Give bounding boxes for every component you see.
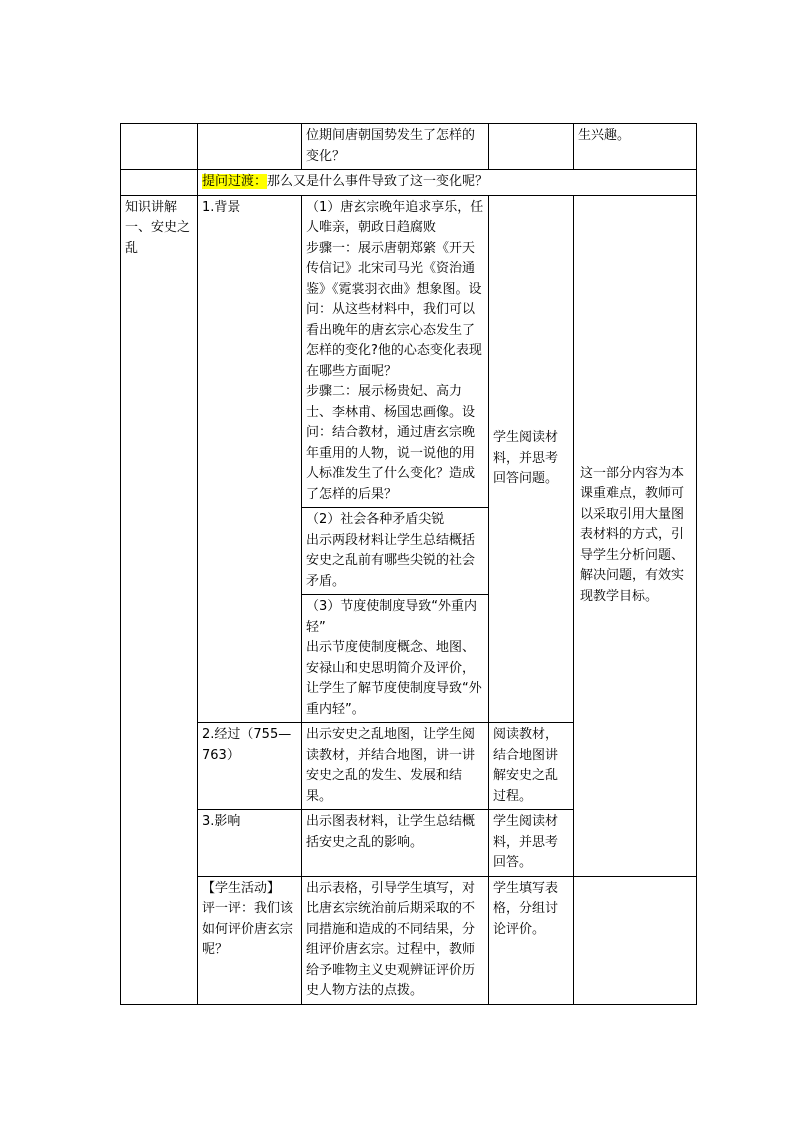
table-row	[121, 170, 697, 196]
cell-prev-teacher: 位期间唐朝国势发生了怎样的变化？	[302, 124, 489, 170]
activity-teacher: 出示表格，引导学生填写，对比唐玄宗统治前后期采取的不同措施和造成的不同结果，分组评价唐玄宗。过程中，教师给予唯物主义史观辨证评价历史人物方法的点拨。	[302, 876, 489, 1004]
cell-prev-notes: 生兴趣。	[574, 124, 697, 170]
transition-cell	[198, 170, 697, 196]
background-sub2: （2）社会各种矛盾尖锐 出示两段材料让学生总结概括安史之乱前有哪些尖锐的社会矛盾。	[302, 507, 488, 594]
topic-activity: 【学生活动】 评一评：我们该如何评价唐玄宗呢？	[198, 876, 302, 1004]
process-student: 阅读教材，结合地图讲解安史之乱过程。	[489, 723, 574, 810]
activity-student: 学生填写表格，分组讨论评价。	[489, 876, 574, 1004]
table-row	[121, 124, 697, 170]
background-sub1: （1）唐玄宗晚年追求享乐，任人唯亲，朝政日趋腐败 步骤一：展示唐朝郑綮《开天传信记》北宋司马光《资治通鉴》《霓裳羽衣曲》想象图。设问：从这些材料中，我们可以看出晚年的唐玄宗心态发生了怎样的变化?他的心态变化表现在哪些方面呢？ 步骤二：展示杨贵妃、高力士、李林甫、杨国忠画像。设问：结合教材，通过唐玄宗晚年重用的人物，说一说他的用人标准发生了什么变化？造成了怎样的后果？	[306, 199, 484, 502]
background-teacher-cell	[302, 195, 489, 723]
topic-process: 2.经过（755—763）	[198, 723, 302, 810]
impact-student: 学生阅读材料，并思考回答。	[489, 810, 574, 877]
table-row	[121, 876, 697, 1004]
lesson-plan-table	[120, 123, 697, 1005]
background-student: 学生阅读材料，并思考回答问题。	[489, 195, 574, 723]
section-title: 知识讲解一、安史之乱	[121, 195, 198, 1004]
cell-prev-topic	[198, 124, 302, 170]
activity-notes	[574, 876, 697, 1004]
cell-transition-empty	[121, 170, 198, 196]
table-row	[121, 195, 697, 723]
section-notes: 这一部分内容为本课重难点，教师可以采取引用大量图表材料的方式，引导学生分析问题、解决问题，有效实现教学目标。	[574, 195, 697, 876]
background-sub3: （3）节度使制度导致“外重内轻” 出示节度使制度概念、地图、安禄山和史思明简介及评价，让学生了解节度使制度导致“外重内轻”。	[302, 594, 488, 722]
cell-prev-section	[121, 124, 198, 170]
cell-prev-student	[489, 124, 574, 170]
topic-impact: 3.影响	[198, 810, 302, 877]
process-teacher: 出示安史之乱地图，让学生阅读教材，并结合地图，讲一讲安史之乱的发生、发展和结果。	[302, 723, 489, 810]
topic-background: 1.背景	[198, 195, 302, 723]
impact-teacher: 出示图表材料，让学生总结概括安史之乱的影响。	[302, 810, 489, 877]
transition-label: 提问过渡：	[202, 174, 268, 189]
transition-text: 那么又是什么事件导致了这一变化呢？	[267, 174, 489, 189]
